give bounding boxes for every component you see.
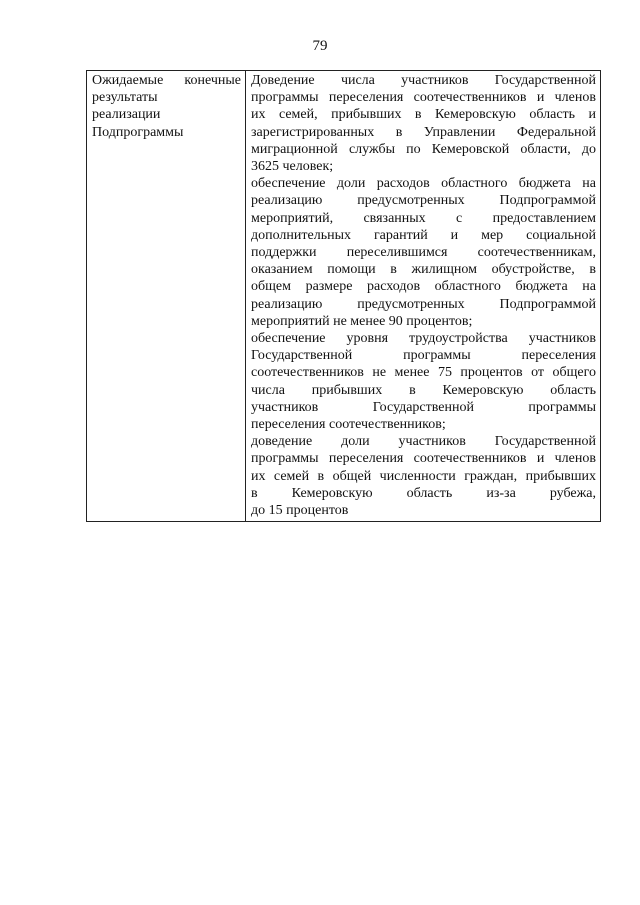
content-line: реализацию предусмотренных Подпрограммой [251,296,596,312]
content-line: числа прибывших в Кемеровскую область [251,382,596,398]
content-line: реализацию предусмотренных Подпрограммой [251,193,596,209]
row-label-line: результаты [92,90,158,106]
content-line: миграционной службы по Кемеровской области, до [251,141,596,157]
content-line: Доведение числа участников Государственной [251,73,596,88]
row-label-cell [87,71,246,522]
content-line: их семей в общей численности граждан, прибывших [251,468,596,484]
content-line: обеспечение доли расходов областного бюджета на [251,176,596,192]
content-line: мероприятий не менее 90 процентов; [251,313,473,329]
content-line: до 15 процентов [251,503,349,519]
content-line: программы переселения соотечественников и членов [251,451,596,467]
page-number: 79 [312,38,328,54]
content-line: соотечественников не менее 75 процентов от общего [251,365,596,381]
content-line: 3625 человек; [251,159,334,175]
row-content-cell [246,71,601,522]
content-line: программы переселения соотечественников и членов [251,90,596,106]
content-line: оказанием помощи в жилищном обустройстве, в [251,262,596,278]
content-line: поддержки переселившимся соотечественникам, [251,245,596,261]
row-label-line: Подпрограммы [92,124,184,140]
content-line: общем размере расходов областного бюджета на [251,279,596,295]
content-line: переселения соотечественников; [251,417,446,433]
row-label-line: реализации [92,107,161,123]
subprogram-results-table [86,70,601,522]
content-line: доведение доли участников Государственной [251,434,596,450]
row-label-line: Ожидаемые конечные [92,73,241,88]
table-row [87,71,601,522]
content-line: их семей, прибывших в Кемеровскую область и [251,107,596,123]
content-line: участников Государственной программы [251,399,596,415]
content-line: зарегистрированных в Управлении Федеральной [251,124,596,140]
content-line: мероприятий, связанных с предоставлением [251,210,596,226]
content-line: Государственной программы переселения [251,348,596,364]
content-line: обеспечение уровня трудоустройства участников [251,331,596,347]
content-line: в Кемеровскую область из-за рубежа, [251,485,596,501]
content-line: дополнительных гарантий и мер социальной [251,227,596,243]
